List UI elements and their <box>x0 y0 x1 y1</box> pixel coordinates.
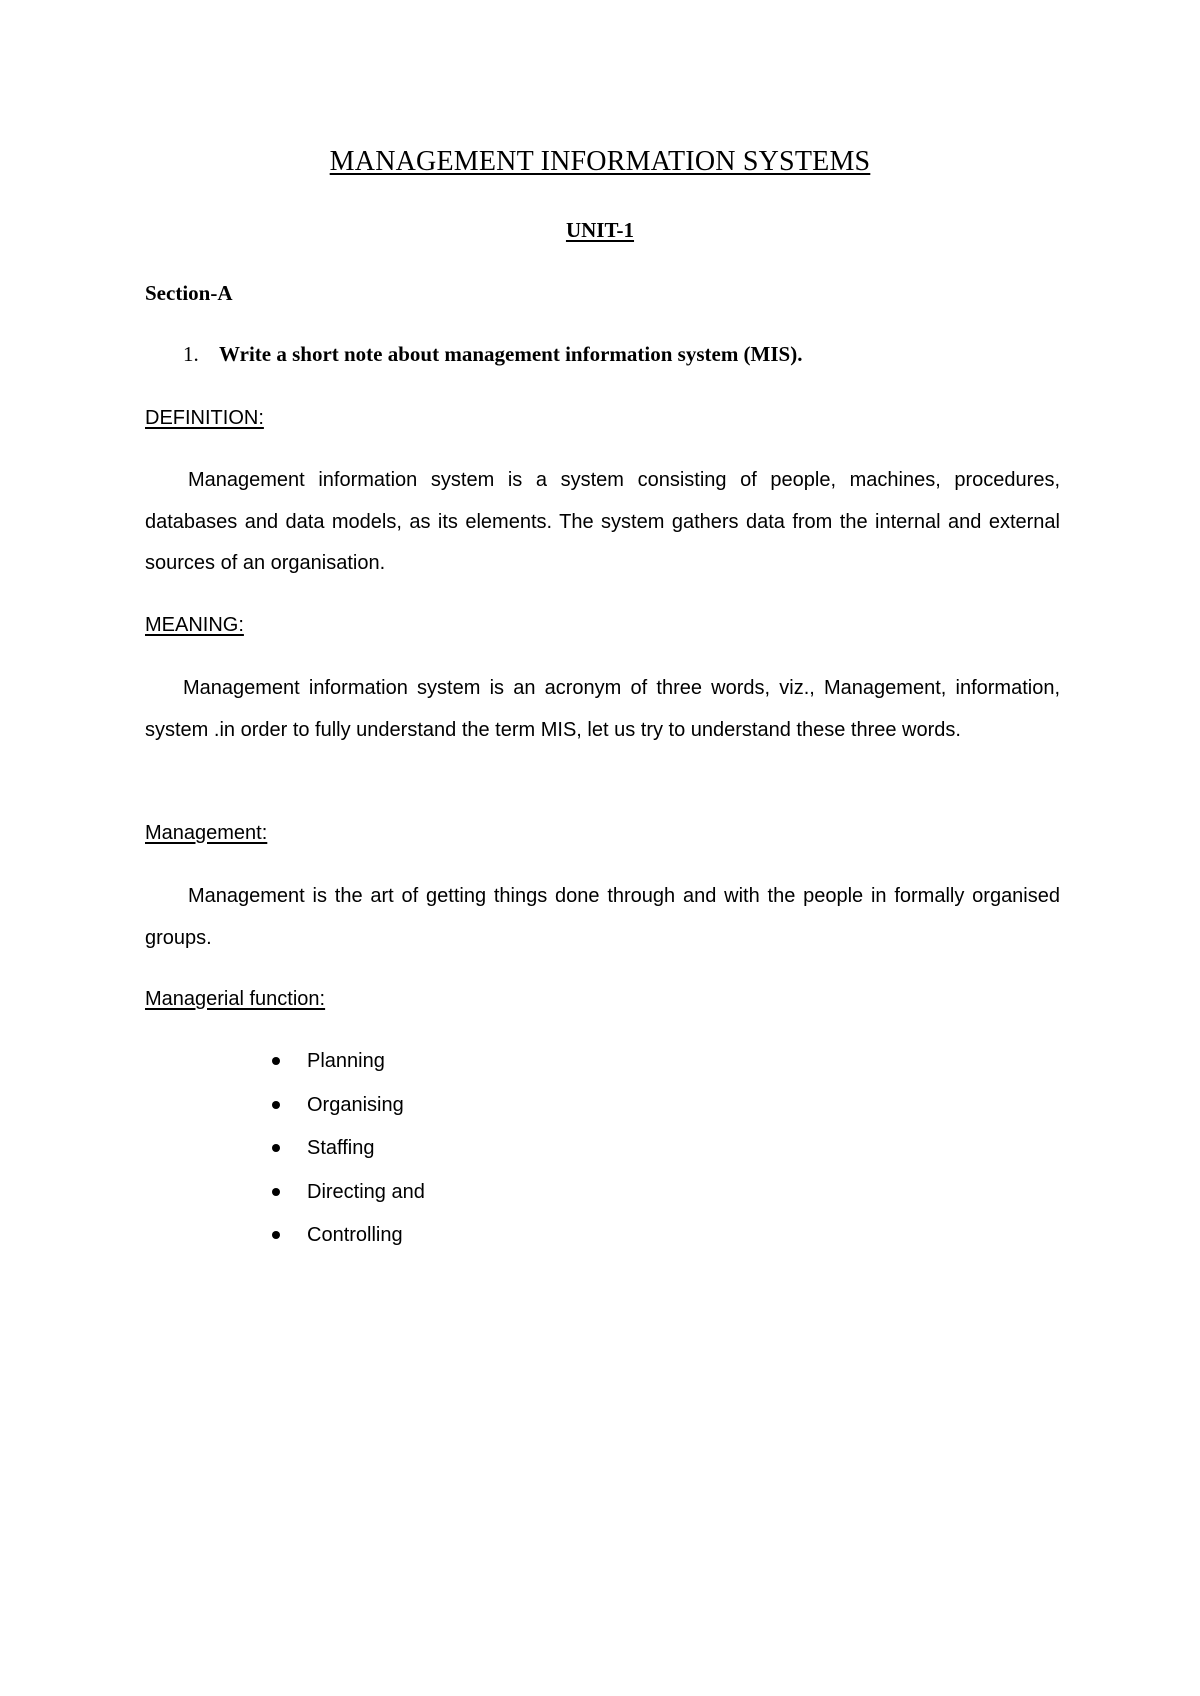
list-item <box>270 1179 425 1223</box>
list-item <box>270 1048 425 1092</box>
section-label: Section-A <box>145 281 233 305</box>
meaning-paragraph: Management information system is an acronym of three words, viz., Management, information, system .in order to fully understand the term MIS, let us try to understand these three words. <box>145 677 1060 741</box>
managerial-function-heading: Managerial function: <box>145 988 326 1010</box>
management-heading: Management: <box>145 822 268 844</box>
list-item-label: Staffing <box>307 1137 375 1159</box>
unit-heading: UNIT-1 <box>565 218 635 242</box>
list-item-label: Planning <box>307 1050 385 1072</box>
managerial-function-list <box>270 1048 425 1266</box>
list-item-label: Organising <box>307 1093 404 1116</box>
list-item <box>270 1092 425 1136</box>
management-paragraph: Management is the art of getting things done through and with the people in formally organised groups. <box>145 885 1060 949</box>
document-title: MANAGEMENT INFORMATION SYSTEMS <box>329 146 871 177</box>
bullet-icon <box>272 1144 280 1152</box>
definition-heading: DEFINITION: <box>145 407 264 429</box>
list-item <box>270 1135 425 1179</box>
meaning-heading: MEANING: <box>145 614 244 636</box>
list-item-label: Controlling <box>307 1224 403 1246</box>
question-number: 1. <box>183 342 199 366</box>
bullet-icon <box>272 1231 280 1239</box>
question-text: Write a short note about management information system (MIS). <box>219 342 803 366</box>
bullet-icon <box>272 1101 280 1109</box>
bullet-icon <box>272 1188 280 1196</box>
list-item <box>270 1222 425 1266</box>
definition-paragraph: Management information system is a system consisting of people, machines, procedures, databases and data models, as its elements. The system gathers data from the internal and external sources of an organisation. <box>145 469 1060 574</box>
list-item-label: Directing and <box>307 1180 425 1203</box>
bullet-icon <box>272 1057 280 1065</box>
